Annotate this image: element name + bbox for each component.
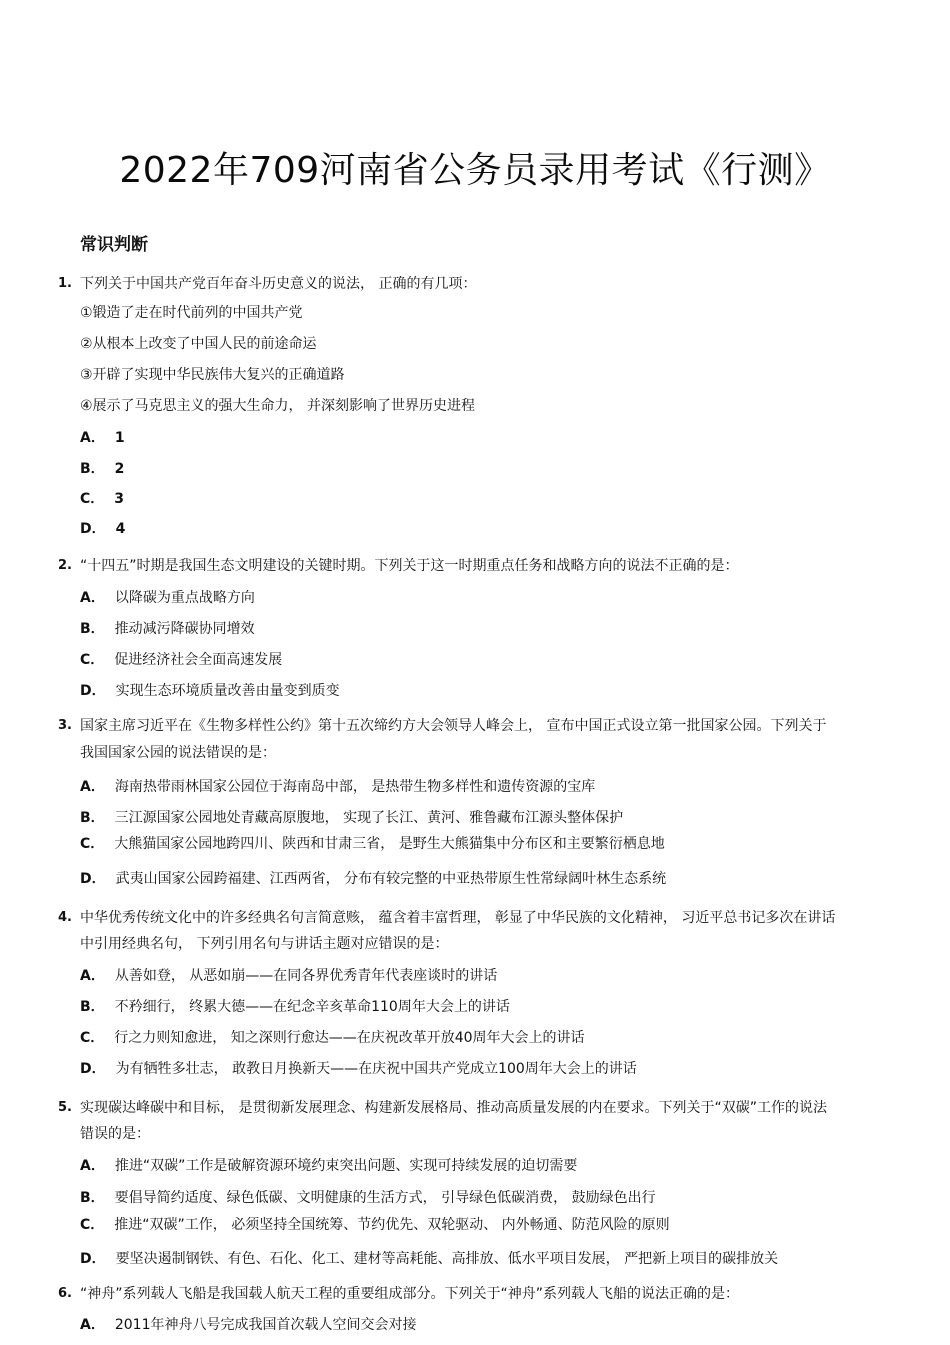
question-stem: 下列关于中国共产党百年奋斗历史意义的说法， 正确的有几项： xyxy=(80,276,477,292)
option-letter: A． xyxy=(80,590,105,606)
option-text: 促进经济社会全面高速发展 xyxy=(114,652,283,668)
option-letter: B． xyxy=(80,810,105,826)
question-number: 4. xyxy=(58,910,72,925)
option-text: 2 xyxy=(114,461,125,477)
answer-option xyxy=(80,519,125,539)
answer-option xyxy=(80,966,497,986)
answer-option xyxy=(80,777,595,797)
question-stem: “神舟”系列载人飞船是我国载人航天工程的重要组成部分。下列关于“神舟”系列载人飞船的说法正确的是： xyxy=(80,1286,740,1302)
option-letter: D． xyxy=(80,683,106,699)
answer-option xyxy=(80,459,124,479)
option-letter: D． xyxy=(80,1061,106,1077)
answer-option xyxy=(80,681,340,701)
option-text: 武夷山国家公园跨福建、江西两省， 分布有较完整的中亚热带原生性常绿阔叶林生态系统 xyxy=(115,871,667,887)
option-text: 要倡导简约适度、绿色低碳、文明健康的生活方式， 引导绿色低碳消费， 鼓励绿色出行 xyxy=(114,1190,656,1206)
option-letter: C． xyxy=(80,652,105,668)
option-letter: C． xyxy=(80,491,105,507)
page-title: 2022年709河南省公务员录用考试《行测》 xyxy=(119,150,831,191)
question-stem: 错误的是： xyxy=(80,1126,150,1142)
option-text: 大熊猫国家公园地跨四川、陕西和甘肃三省， 是野生大熊猫集中分布区和主要繁衍栖息地 xyxy=(114,836,665,852)
question-stem: 中引用经典名句， 下列引用名句与讲话主题对应错误的是： xyxy=(80,936,449,952)
option-letter: B． xyxy=(80,461,105,477)
section-heading: 常识判断 xyxy=(80,235,148,255)
answer-option xyxy=(80,619,255,639)
answer-option xyxy=(80,428,125,448)
answer-option xyxy=(80,1028,585,1048)
question-stem: 中华优秀传统文化中的许多经典名句言简意赅， 蕴含着丰富哲理， 彰显了中华民族的文化精神， 习近平总书记多次在讲话 xyxy=(80,910,836,926)
answer-option xyxy=(80,834,665,854)
option-text: 行之力则知愈进， 知之深则行愈达——在庆祝改革开放40周年大会上的讲话 xyxy=(114,1030,585,1046)
option-text: 1 xyxy=(114,430,125,446)
option-letter: B． xyxy=(80,999,105,1015)
answer-option xyxy=(80,997,510,1017)
option-text: 海南热带雨林国家公园位于海南岛中部， 是热带生物多样性和遗传资源的宝库 xyxy=(114,779,596,795)
option-text: 实现生态环境质量改善由量变到质变 xyxy=(115,683,340,699)
answer-option xyxy=(80,489,124,509)
option-letter: B． xyxy=(80,621,105,637)
option-text: 推进“双碳”工作， 必须坚持全国统筹、节约优先、双轮驱动、 内外畅通、防范风险的原则 xyxy=(114,1217,670,1233)
statement: ①锻造了走在时代前列的中国共产党 xyxy=(80,305,303,321)
question-number: 5. xyxy=(58,1100,72,1115)
statement: ③开辟了实现中华民族伟大复兴的正确道路 xyxy=(80,367,345,383)
answer-option xyxy=(80,869,666,889)
option-text: 4 xyxy=(115,521,126,537)
answer-option xyxy=(80,1156,577,1176)
option-letter: A． xyxy=(80,1158,105,1174)
option-letter: A． xyxy=(80,968,105,984)
question-stem: “十四五”时期是我国生态文明建设的关键时期。下列关于这一时期重点任务和战略方向的说法不正确的是： xyxy=(80,558,739,574)
option-letter: D． xyxy=(80,1251,106,1267)
option-text: 以降碳为重点战略方向 xyxy=(114,590,255,606)
answer-option xyxy=(80,1249,778,1269)
option-text: 三江源国家公园地处青藏高原腹地， 实现了长江、黄河、雅鲁藏布江源头整体保护 xyxy=(114,810,624,826)
option-text: 2011年神舟八号完成我国首次载人空间交会对接 xyxy=(114,1317,417,1333)
answer-option xyxy=(80,808,623,828)
option-letter: A． xyxy=(80,1317,105,1333)
question-number: 2. xyxy=(58,558,72,573)
option-text: 为有牺牲多壮志， 敢教日月换新天——在庆祝中国共产党成立100周年大会上的讲话 xyxy=(115,1061,637,1077)
option-text: 3 xyxy=(114,491,125,507)
answer-option xyxy=(80,650,282,670)
answer-option xyxy=(80,1215,670,1235)
statement: ④展示了马克思主义的强大生命力， 并深刻影响了世界历史进程 xyxy=(80,398,475,414)
answer-option xyxy=(80,588,255,608)
option-text: 推进“双碳”工作是破解资源环境约束突出问题、实现可持续发展的迫切需要 xyxy=(114,1158,578,1174)
option-text: 要坚决遏制钢铁、有色、石化、化工、建材等高耗能、高排放、低水平项目发展， 严把新上项目的碳排放关 xyxy=(115,1251,779,1267)
option-letter: C． xyxy=(80,836,105,852)
option-letter: C． xyxy=(80,1030,105,1046)
option-letter: D． xyxy=(80,521,106,537)
option-letter: A． xyxy=(80,779,105,795)
question-stem: 国家主席习近平在《生物多样性公约》第十五次缔约方大会领导人峰会上， 宣布中国正式设立第一批国家公园。下列关于 xyxy=(80,718,827,734)
question-stem: 实现碳达峰碳中和目标， 是贯彻新发展理念、构建新发展格局、推动高质量发展的内在要求。下列关于“双碳”工作的说法 xyxy=(80,1100,827,1116)
question-number: 3. xyxy=(58,718,72,733)
option-text: 推动减污降碳协同增效 xyxy=(114,621,255,637)
answer-option xyxy=(80,1315,416,1335)
option-letter: D． xyxy=(80,871,106,887)
question-number: 1. xyxy=(58,276,72,291)
option-text: 不矜细行， 终累大德——在纪念辛亥革命110周年大会上的讲话 xyxy=(114,999,510,1015)
option-letter: A． xyxy=(80,430,105,446)
question-number: 6. xyxy=(58,1286,72,1301)
answer-option xyxy=(80,1059,637,1079)
option-letter: B． xyxy=(80,1190,105,1206)
option-text: 从善如登， 从恶如崩——在同各界优秀青年代表座谈时的讲话 xyxy=(114,968,498,984)
question-stem: 我国国家公园的说法错误的是： xyxy=(80,745,276,761)
statement: ②从根本上改变了中国人民的前途命运 xyxy=(80,336,317,352)
answer-option xyxy=(80,1188,656,1208)
option-letter: C． xyxy=(80,1217,105,1233)
